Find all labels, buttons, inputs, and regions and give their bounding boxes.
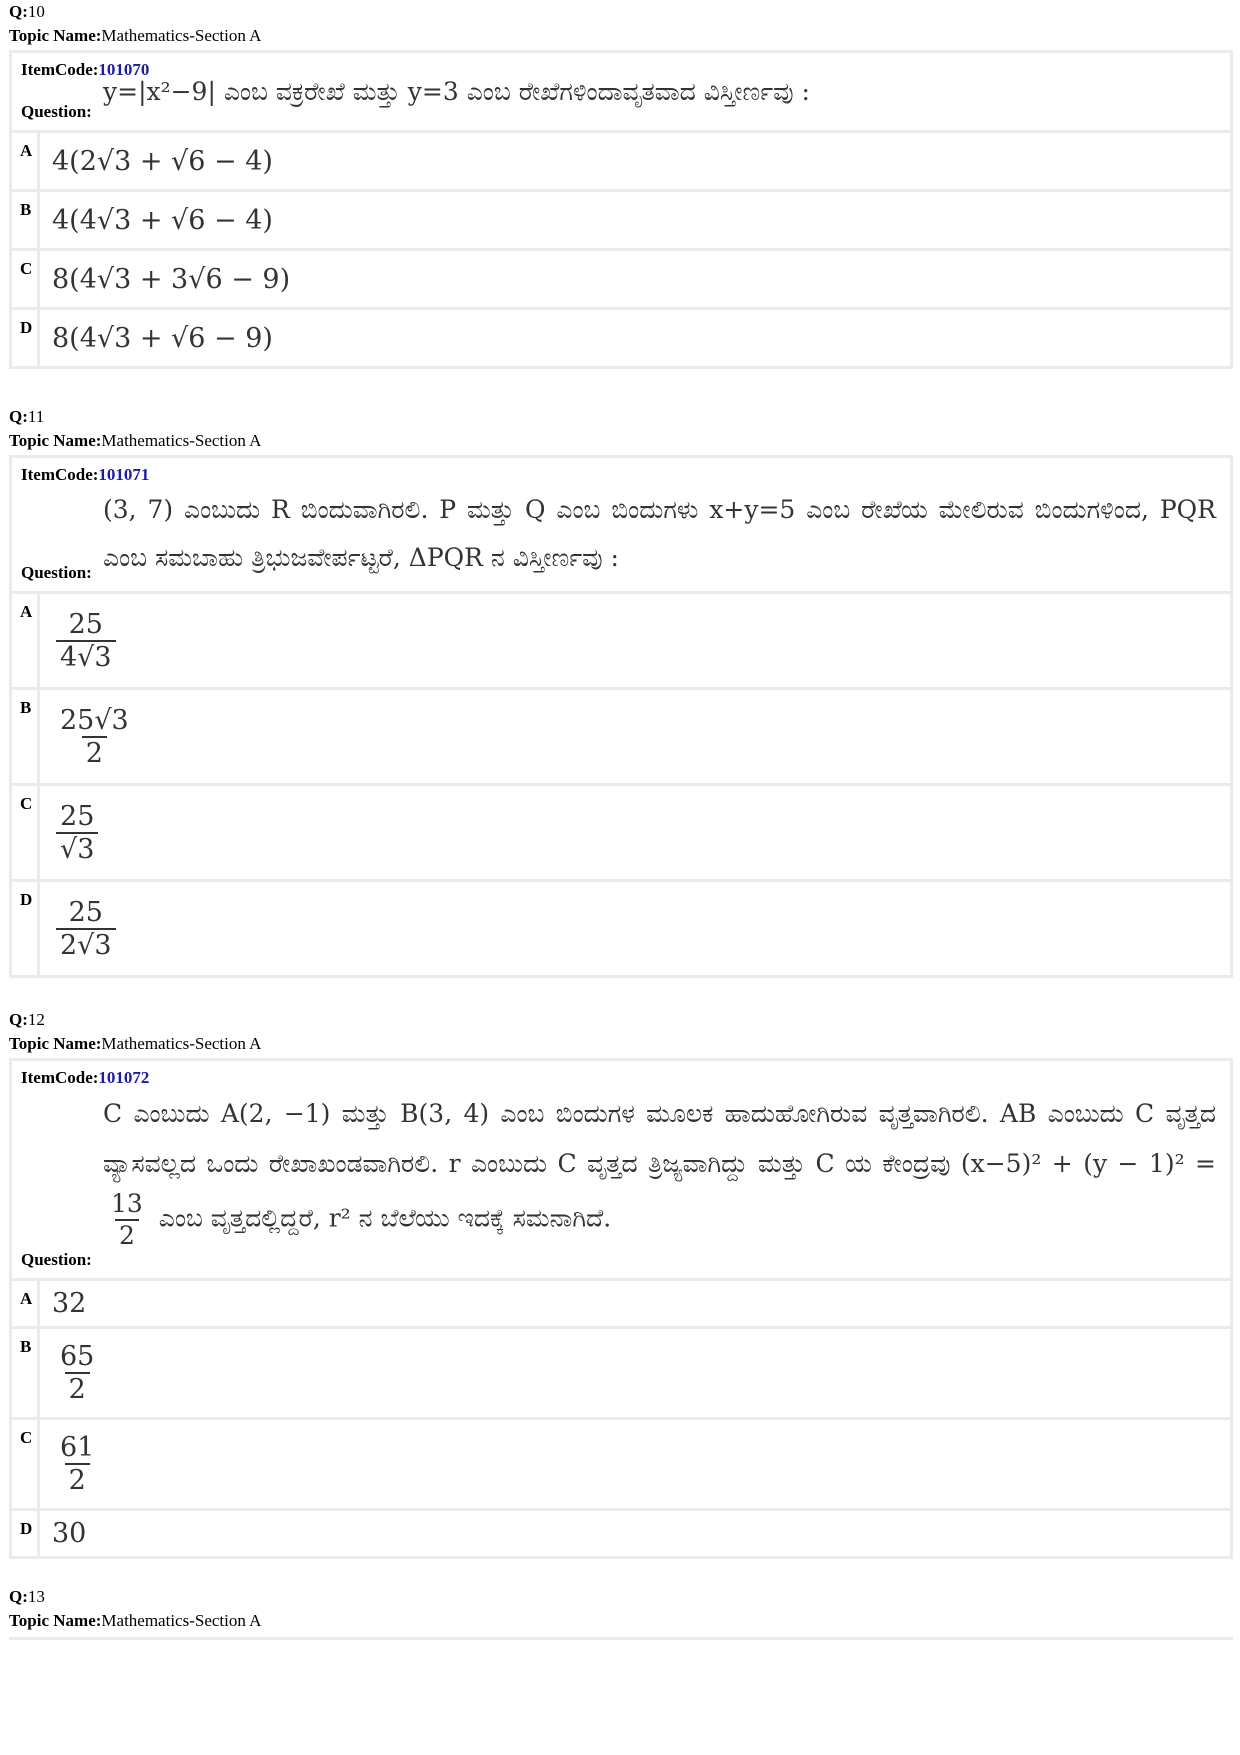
- question-12: [9, 1008, 1233, 1559]
- option-a[interactable]: A $\frac{25}{4√3}$: [12, 594, 1230, 690]
- option-d[interactable]: D 8(4√3 + √6 − 9): [12, 310, 1230, 366]
- question-box: [9, 455, 1233, 978]
- topic-name: Topic Name:Mathematics-Section A: [9, 431, 262, 450]
- fraction: $\frac{13}{2}$: [111, 1189, 143, 1250]
- item-code: ItemCode:101071: [21, 465, 150, 484]
- item-code: ItemCode:101072: [21, 1068, 150, 1087]
- question-text: C ಎಂಬುದು A(2, −1) ಮತ್ತು B(3, 4) ಎಂಬ ಬಿಂದುಗಳ ಮೂಲಕ ಹಾದುಹೋಗಿರುವ ವೃತ್ತವಾಗಿರಲಿ. AB ಎಂಬುದು C ವೃತ್ತದ ವ್ಯಾಸವಲ್ಲದ ಒಂದು ರೇಖಾಖಂಡವಾಗಿರಲಿ. r ಎಂಬುದು C ವೃತ್ತದ ತ್ರಿಜ್ಯವಾಗಿದ್ದು ಮತ್ತು C ಯ ಕೇಂದ್ರವು (x−5)² + (y − 1)² = $\frac{13}{2}$ ಎಂಬ ವೃತ್ತದಲ್ಲಿದ್ದರೆ, r² ನ ಬೆಲೆಯು ಇದಕ್ಕೆ ಸಮನಾಗಿದೆ.: [103, 1099, 1216, 1250]
- option-value: 8(4√3 + √6 − 9): [52, 322, 273, 354]
- item-code: ItemCode:101070: [21, 60, 150, 79]
- fraction: $\frac{25√3}{2}$: [60, 704, 129, 769]
- option-c[interactable]: C $\frac{25}{√3}$: [12, 786, 1230, 882]
- question-text: (3, 7) ಎಂಬುದು R ಬಿಂದುವಾಗಿರಲಿ. P ಮತ್ತು Q ಎಂಬ ಬಿಂದುಗಳು x+y=5 ಎಂಬ ರೇಖೆಯ ಮೇಲಿರುವ ಬಿಂದುಗಳಿಂದ, PQR ಎಂಬ ಸಮಬಾಹು ತ್ರಿಭುಜವೇರ್ಪಟ್ಟರೆ, ΔPQR ನ ವಿಸ್ತೀರ್ಣವು :: [103, 495, 1216, 572]
- question-10: [9, 0, 1233, 369]
- option-value: 8(4√3 + 3√6 − 9): [52, 263, 291, 295]
- option-a[interactable]: A 4(2√3 + √6 − 4): [12, 133, 1230, 192]
- question-text: y=|x²−9| ಎಂಬ ವಕ್ರರೇಖೆ ಮತ್ತು y=3 ಎಂಬ ರೇಖೆಗಳಿಂದಾವೃತವಾದ ವಿಸ್ತೀರ್ಣವು :: [103, 77, 810, 106]
- option-value: 4(2√3 + √6 − 4): [52, 145, 273, 177]
- option-c[interactable]: C $\frac{61}{2}$: [12, 1420, 1230, 1511]
- question-number: Q:13: [9, 1587, 45, 1606]
- option-b[interactable]: B 4(4√3 + √6 − 4): [12, 192, 1230, 251]
- topic-name: Topic Name:Mathematics-Section A: [9, 1611, 262, 1630]
- fraction: $\frac{25}{√3}$: [56, 801, 98, 865]
- question-11: [9, 405, 1233, 978]
- question-number: Q:11: [9, 407, 45, 426]
- question-number: Q:10: [9, 2, 45, 21]
- option-value: 4(4√3 + √6 − 4): [52, 204, 273, 236]
- option-value: 30: [52, 1518, 87, 1549]
- option-a[interactable]: A 32: [12, 1281, 1230, 1329]
- question-box: [9, 1058, 1233, 1559]
- option-b[interactable]: B $\frac{65}{2}$: [12, 1329, 1230, 1420]
- fraction: $\frac{65}{2}$: [60, 1341, 95, 1405]
- topic-name: Topic Name:Mathematics-Section A: [9, 1034, 262, 1053]
- question-label: Question:: [21, 1250, 92, 1269]
- fraction: $\frac{25}{2√3}$: [56, 897, 116, 961]
- question-label: Question:: [21, 102, 92, 121]
- option-value: 32: [52, 1288, 87, 1319]
- divider: [9, 1637, 1233, 1640]
- option-d[interactable]: D $\frac{25}{2√3}$: [12, 882, 1230, 975]
- topic-name: Topic Name:Mathematics-Section A: [9, 26, 262, 45]
- option-c[interactable]: C 8(4√3 + 3√6 − 9): [12, 251, 1230, 310]
- question-13: [9, 1585, 1233, 1640]
- fraction: $\frac{61}{2}$: [60, 1432, 95, 1496]
- question-number: Q:12: [9, 1010, 45, 1029]
- option-b[interactable]: B $\frac{25√3}{2}$: [12, 690, 1230, 786]
- question-label: Question:: [21, 563, 92, 582]
- option-d[interactable]: D 30: [12, 1511, 1230, 1556]
- fraction: $\frac{25}{4√3}$: [56, 609, 116, 673]
- question-box: [9, 50, 1233, 369]
